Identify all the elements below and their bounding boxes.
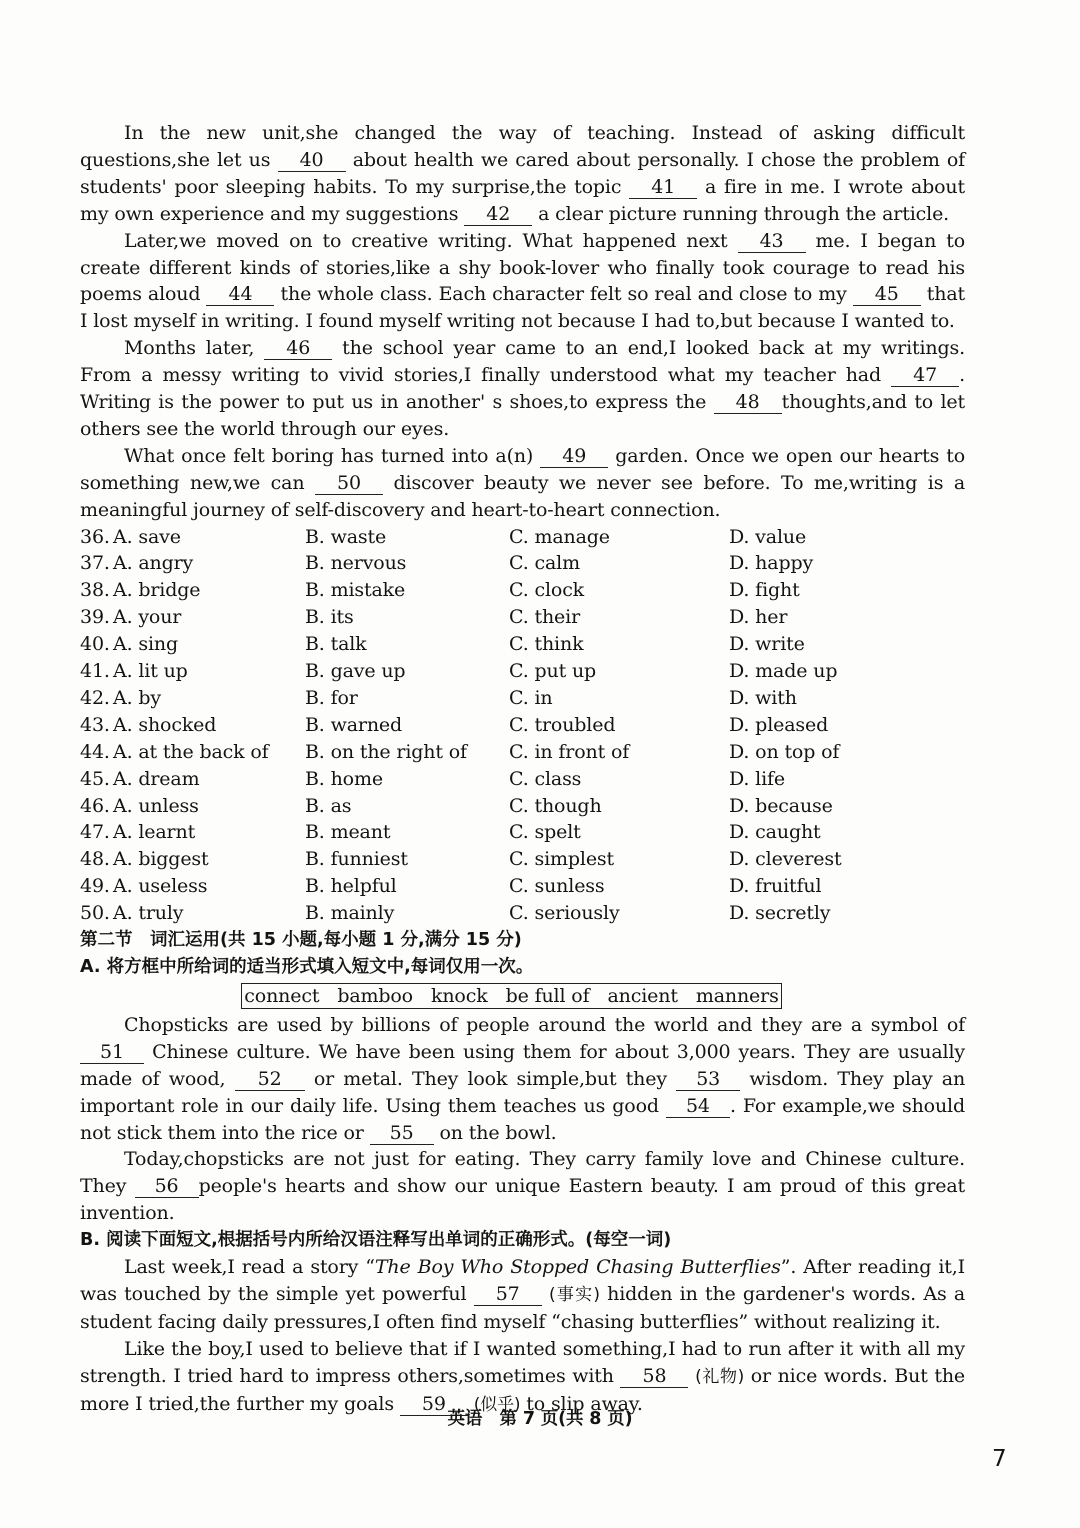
option-c[interactable]: C. calm [509, 552, 580, 575]
paragraph-1: In the new unit,she changed the way of teaching. Instead of asking difficult questions,she let us 40 about health we cared about personally. I chose the problem of students' poor sleeping habits. To my surprise,the topic 41 a fire in me. I wrote about my own experience and my suggestions 42 a clear picture running through the article. [80, 122, 966, 225]
page-footer: 英语 第 7 页(共 8 页) [447, 1409, 633, 1429]
option-row: 39. A. your B. its C. their D. her [80, 604, 965, 631]
paragraph-2: Later,we moved on to creative writing. What happened next 43 me. I began to create different kinds of stories,like a shy book-lover who finally took courage to read his poems aloud 44 the whole class. Each character felt so real and close to my 45 that I lost myself in writing. I found myself writing not because I had to,but because I wanted to. [80, 229, 966, 333]
option-c[interactable]: C. think [509, 633, 584, 656]
part-b-instruction: B. 阅读下面短文,根据括号内所给汉语注释写出单词的正确形式。(每空一词) [80, 1230, 672, 1251]
option-b[interactable]: B. gave up [305, 660, 406, 683]
option-c[interactable]: C. though [509, 794, 602, 817]
blank-45[interactable]: 45 [853, 283, 921, 306]
blank-55[interactable]: 55 [370, 1122, 434, 1145]
option-a[interactable]: A. biggest [113, 848, 209, 871]
option-a[interactable]: A. shocked [113, 713, 217, 736]
option-b[interactable]: B. as [305, 794, 352, 817]
option-row: 38. A. bridge B. mistake C. clock D. fight [80, 577, 965, 604]
option-a[interactable]: A. save [113, 525, 181, 548]
hint-59: (似乎) [473, 1394, 521, 1415]
option-d[interactable]: D. pleased [729, 713, 829, 736]
paragraph-4: What once felt boring has turned into a(n) 49 garden. Once we open our hearts to something new,we can 50 discover beauty we never see before. To me,writing is a meaningful journey of self-discovery and heart-to-heart connection. [80, 444, 966, 521]
paragraph-7: Last week,I read a story “The Boy Who Stopped Chasing Butterflies”. After reading it,I was touched by the simple yet powerful 57 (事实) hidden in the gardener's words. As a student facing daily pressures,I often find myself “chasing butterflies” without realizing it. [80, 1256, 966, 1334]
option-row: 46. A. unless B. as C. though D. because [80, 793, 965, 820]
option-c[interactable]: C. class [509, 767, 582, 790]
option-c[interactable]: C. troubled [509, 713, 616, 736]
word-item: ancient [607, 984, 678, 1007]
option-d[interactable]: D. caught [729, 821, 821, 844]
option-a[interactable]: A. lit up [113, 660, 188, 683]
word-item: knock [430, 984, 488, 1007]
exam-page [80, 120, 965, 1419]
option-d[interactable]: D. with [729, 686, 797, 709]
option-b[interactable]: B. warned [305, 713, 403, 736]
option-d[interactable]: D. fruitful [729, 875, 822, 898]
paragraph-8: Like the boy,I used to believe that if I wanted something,I had to run after it with all my strength. I tried hard to impress others,sometimes with 58 (礼物) or nice words. But the more I tried,the further my goals 59 (似乎) to slip away. [80, 1337, 966, 1415]
blank-47[interactable]: 47 [891, 364, 959, 387]
option-d[interactable]: D. made up [729, 660, 838, 683]
word-box [241, 983, 781, 1009]
option-row: 41. A. lit up B. gave up C. put up D. made up [80, 658, 965, 685]
option-c[interactable]: C. simplest [509, 848, 615, 871]
blank-48[interactable]: 48 [714, 391, 782, 414]
paragraph-5: Chopsticks are used by billions of people around the world and they are a symbol of 51 Chinese culture. We have been using them for about 3,000 years. They are usually made of wood, 52 or metal. They look simple,but they 53 wisdom. They play an important role in our daily life. Using them teaches us good 54 . For example,we should not stick them into the rice or 55 on the bowl. [80, 1013, 966, 1144]
option-d[interactable]: D. write [729, 633, 805, 656]
option-c[interactable]: C. manage [509, 525, 610, 548]
option-c[interactable]: C. in front of [509, 740, 630, 763]
option-row: 44. A. at the back of B. on the right of C. in front of D. on top of [80, 739, 965, 766]
option-b[interactable]: B. meant [305, 821, 391, 844]
option-d[interactable]: D. happy [729, 552, 814, 575]
word-item: be full of [505, 984, 590, 1007]
hint-57: (事实) [548, 1285, 600, 1306]
option-c[interactable]: C. spelt [509, 821, 581, 844]
blank-56[interactable]: 56 [135, 1175, 199, 1198]
blank-57[interactable]: 57 [474, 1283, 542, 1306]
option-c[interactable]: C. sunless [509, 875, 605, 898]
option-row: 43. A. shocked B. warned C. troubled D. pleased [80, 712, 965, 739]
word-item: bamboo [337, 984, 413, 1007]
option-d[interactable]: D. value [729, 525, 807, 548]
blank-40[interactable]: 40 [278, 149, 346, 172]
option-row: 49. A. useless B. helpful C. sunless D. fruitful [80, 873, 965, 900]
blank-54[interactable]: 54 [666, 1095, 730, 1118]
option-c[interactable]: C. seriously [509, 902, 620, 925]
option-d[interactable]: D. cleverest [729, 848, 842, 871]
option-b[interactable]: B. home [305, 767, 383, 790]
option-a[interactable]: A. sing [113, 633, 178, 656]
option-row: 40. A. sing B. talk C. think D. write [80, 631, 965, 658]
word-item: manners [695, 984, 779, 1007]
page-number: 7 [992, 1446, 1007, 1472]
blank-42[interactable]: 42 [464, 203, 532, 226]
option-d[interactable]: D. secretly [729, 902, 831, 925]
blank-52[interactable]: 52 [235, 1068, 305, 1091]
option-row: 47. A. learnt B. meant C. spelt D. caught [80, 819, 965, 846]
story-title: The Boy Who Stopped Chasing Butterflies [374, 1256, 781, 1279]
word-item: connect [244, 984, 320, 1007]
option-a[interactable]: A. dream [113, 767, 200, 790]
option-row: 48. A. biggest B. funniest C. simplest D. cleverest [80, 846, 965, 873]
option-row: 36. A. save B. waste C. manage D. value [80, 524, 965, 551]
option-a[interactable]: A. unless [113, 794, 199, 817]
option-b[interactable]: B. helpful [305, 875, 397, 898]
option-b[interactable]: B. funniest [305, 848, 408, 871]
option-b[interactable]: B. talk [305, 633, 367, 656]
hint-58: (礼物) [695, 1366, 745, 1387]
option-a[interactable]: A. bridge [113, 579, 201, 602]
option-a[interactable]: A. at the back of [113, 740, 269, 763]
blank-44[interactable]: 44 [206, 283, 274, 306]
option-row: 42. A. by B. for C. in D. with [80, 685, 965, 712]
option-b[interactable]: B. nervous [305, 552, 407, 575]
option-c[interactable]: C. put up [509, 660, 597, 683]
blank-51[interactable]: 51 [80, 1041, 144, 1064]
paragraph-3: Months later, 46 the school year came to an end,I looked back at my writings. From a messy writing to vivid stories,I finally understood what my teacher had 47 . Writing is the power to put us in another' s shoes,to express the 48 thoughts,and to let others see the world through our eyes. [80, 337, 966, 440]
option-b[interactable]: B. mistake [305, 579, 406, 602]
option-b[interactable]: B. on the right of [305, 740, 467, 763]
blank-53[interactable]: 53 [676, 1068, 740, 1091]
blank-50[interactable]: 50 [315, 472, 383, 495]
option-d[interactable]: D. life [729, 767, 786, 790]
option-d[interactable]: D. fight [729, 579, 800, 602]
option-row: 37. A. angry B. nervous C. calm D. happy [80, 550, 965, 577]
blank-59[interactable]: 59 [400, 1393, 468, 1416]
blank-58[interactable]: 58 [620, 1365, 688, 1388]
option-b[interactable]: B. for [305, 686, 358, 709]
options-list [80, 524, 965, 927]
option-b[interactable]: B. mainly [305, 902, 395, 925]
blank-43[interactable]: 43 [738, 230, 806, 253]
option-c[interactable]: C. clock [509, 579, 585, 602]
option-a[interactable]: A. useless [113, 875, 208, 898]
option-a[interactable]: A. angry [113, 552, 194, 575]
option-d[interactable]: D. because [729, 794, 833, 817]
word-box-row [80, 981, 965, 1012]
section-2-title: 第二节 词汇运用(共 15 小题,每小题 1 分,满分 15 分) [80, 929, 522, 950]
option-c[interactable]: C. in [509, 686, 553, 709]
part-a-instruction: A. 将方框中所给词的适当形式填入短文中,每词仅用一次。 [80, 956, 534, 977]
option-d[interactable]: D. on top of [729, 740, 840, 763]
option-a[interactable]: A. by [113, 686, 161, 709]
paragraph-6: Today,chopsticks are not just for eating. They carry family love and Chinese culture. They 56 people's hearts and show our unique Eastern beauty. I am proud of this great invention. [80, 1148, 966, 1225]
option-b[interactable]: B. its [305, 606, 354, 629]
option-c[interactable]: C. their [509, 606, 581, 629]
option-a[interactable]: A. learnt [113, 821, 196, 844]
option-b[interactable]: B. waste [305, 525, 387, 548]
option-d[interactable]: D. her [729, 606, 788, 629]
option-a[interactable]: A. truly [113, 902, 184, 925]
option-row: 45. A. dream B. home C. class D. life [80, 766, 965, 793]
option-row: 50. A. truly B. mainly C. seriously D. secretly [80, 900, 965, 927]
option-a[interactable]: A. your [113, 606, 182, 629]
blank-49[interactable]: 49 [540, 445, 608, 468]
blank-46[interactable]: 46 [264, 337, 332, 360]
blank-41[interactable]: 41 [629, 176, 697, 199]
